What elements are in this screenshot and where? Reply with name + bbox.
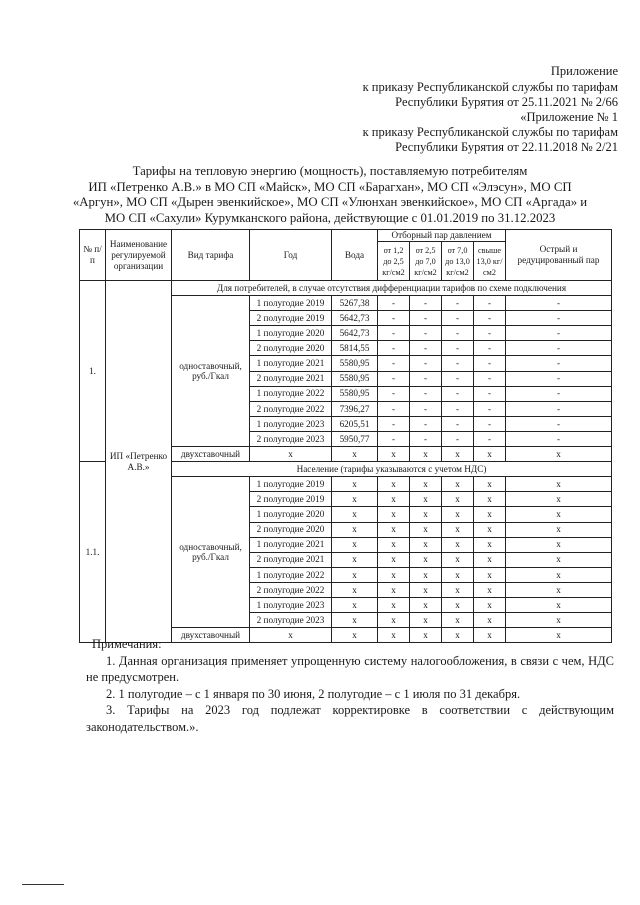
cell-p2: - <box>410 371 442 386</box>
cell-sharp: x <box>506 597 612 612</box>
cell-p4: x <box>474 522 506 537</box>
cell-p1: x <box>378 567 410 582</box>
cell-p1: - <box>378 311 410 326</box>
cell-p3: x <box>442 537 474 552</box>
header-line: к приказу Республиканской службы по тарифам <box>362 125 618 139</box>
cell-p3: - <box>442 341 474 356</box>
cell-p4: - <box>474 386 506 401</box>
col-header-p4: свыше 13,0 кг/см2 <box>474 242 506 281</box>
cell-water: 5950,77 <box>332 431 378 446</box>
cell-year: 1 полугодие 2023 <box>250 597 332 612</box>
cell-p4: - <box>474 401 506 416</box>
cell-year: x <box>250 628 332 643</box>
cell-p1: - <box>378 326 410 341</box>
cell-water: x <box>332 552 378 567</box>
cell-p3: x <box>442 492 474 507</box>
cell-p1: x <box>378 447 410 462</box>
cell-water: 5814,55 <box>332 341 378 356</box>
cell-sharp: x <box>506 507 612 522</box>
cell-p4: x <box>474 477 506 492</box>
section-caption: Для потребителей, в случае отсутствия дифференциации тарифов по схеме подключения <box>172 281 612 296</box>
cell-year: 1 полугодие 2023 <box>250 416 332 431</box>
col-header-num: № п/п <box>80 230 106 281</box>
title-line: Тарифы на тепловую энергию (мощность), поставляемую потребителям <box>132 164 528 178</box>
cell-p2: - <box>410 296 442 311</box>
section-number: 1.1. <box>80 462 106 643</box>
cell-p4: - <box>474 416 506 431</box>
cell-year: 2 полугодие 2020 <box>250 341 332 356</box>
col-header-org: Наименование регулируемой организации <box>106 230 172 281</box>
cell-water: x <box>332 582 378 597</box>
cell-water: x <box>332 522 378 537</box>
cell-p4: x <box>474 507 506 522</box>
col-header-p2: от 2,5 до 7,0 кг/см2 <box>410 242 442 281</box>
cell-sharp: x <box>506 537 612 552</box>
cell-year: 2 полугодие 2022 <box>250 401 332 416</box>
cell-p4: - <box>474 371 506 386</box>
cell-p2: x <box>410 597 442 612</box>
tariff-kind-double: двухставочный <box>172 628 250 643</box>
cell-p2: x <box>410 507 442 522</box>
cell-year: x <box>250 447 332 462</box>
title-line: «Аргун», МО СП «Дырен эвенкийское», МО СП «Улюнхан эвенкийское», МО СП «Аргада» и <box>72 195 588 209</box>
tariff-kind-single: одноставочный, руб./Гкал <box>172 477 250 628</box>
cell-sharp: - <box>506 401 612 416</box>
cell-p1: x <box>378 477 410 492</box>
cell-water: x <box>332 447 378 462</box>
cell-p3: x <box>442 597 474 612</box>
cell-sharp: - <box>506 326 612 341</box>
tariff-kind-double: двухставочный <box>172 447 250 462</box>
cell-p2: x <box>410 552 442 567</box>
cell-sharp: - <box>506 431 612 446</box>
cell-p2: x <box>410 492 442 507</box>
cell-p2: - <box>410 326 442 341</box>
cell-year: 1 полугодие 2021 <box>250 537 332 552</box>
cell-sharp: x <box>506 522 612 537</box>
cell-sharp: - <box>506 386 612 401</box>
cell-year: 1 полугодие 2020 <box>250 507 332 522</box>
cell-p1: - <box>378 401 410 416</box>
header-line: Приложение <box>550 64 618 78</box>
cell-p4: x <box>474 552 506 567</box>
cell-water: 5580,95 <box>332 371 378 386</box>
cell-p1: - <box>378 431 410 446</box>
cell-p4: - <box>474 356 506 371</box>
cell-p3: - <box>442 326 474 341</box>
header-line: «Приложение № 1 <box>520 110 618 124</box>
organization-name: ИП «Петренко А.В.» <box>106 281 172 643</box>
header-line: Республики Бурятия от 22.11.2018 № 2/21 <box>395 140 618 154</box>
cell-p2: - <box>410 401 442 416</box>
cell-p4: x <box>474 567 506 582</box>
cell-sharp: x <box>506 628 612 643</box>
tariff-table <box>79 229 612 643</box>
cell-p1: x <box>378 628 410 643</box>
cell-p2: - <box>410 416 442 431</box>
cell-sharp: x <box>506 567 612 582</box>
cell-p3: x <box>442 447 474 462</box>
document-title <box>70 164 590 226</box>
cell-p3: - <box>442 431 474 446</box>
cell-p4: x <box>474 628 506 643</box>
cell-water: 5267,38 <box>332 296 378 311</box>
note-item: 2. 1 полугодие – с 1 января по 30 июня, 2 полугодие – с 1 июля по 31 декабря. <box>106 686 521 701</box>
cell-year: 2 полугодие 2019 <box>250 311 332 326</box>
cell-p1: x <box>378 582 410 597</box>
cell-sharp: - <box>506 371 612 386</box>
cell-p1: x <box>378 522 410 537</box>
cell-p3: x <box>442 552 474 567</box>
cell-year: 2 полугодие 2021 <box>250 552 332 567</box>
cell-p2: x <box>410 447 442 462</box>
cell-p1: x <box>378 537 410 552</box>
cell-p3: - <box>442 386 474 401</box>
cell-p1: - <box>378 416 410 431</box>
cell-p4: - <box>474 326 506 341</box>
note-item: 3. Тарифы на 2023 год подлежат корректировке в соответствии с действующим законодательством.». <box>86 703 614 734</box>
cell-water: x <box>332 613 378 628</box>
col-header-p1: от 1,2 до 2,5 кг/см2 <box>378 242 410 281</box>
cell-year: 2 полугодие 2020 <box>250 522 332 537</box>
cell-p1: x <box>378 492 410 507</box>
col-header-kind: Вид тарифа <box>172 230 250 281</box>
cell-p2: - <box>410 341 442 356</box>
cell-p4: x <box>474 613 506 628</box>
header-line: к приказу Республиканской службы по тарифам <box>362 80 618 94</box>
cell-p1: - <box>378 356 410 371</box>
cell-p1: - <box>378 341 410 356</box>
cell-p4: - <box>474 431 506 446</box>
cell-year: 1 полугодие 2022 <box>250 386 332 401</box>
cell-p1: - <box>378 296 410 311</box>
cell-sharp: x <box>506 477 612 492</box>
col-header-year: Год <box>250 230 332 281</box>
cell-p3: - <box>442 296 474 311</box>
cell-sharp: - <box>506 296 612 311</box>
cell-year: 2 полугодие 2023 <box>250 613 332 628</box>
cell-p2: - <box>410 356 442 371</box>
cell-p2: x <box>410 477 442 492</box>
section-number: 1. <box>80 281 106 462</box>
cell-p3: x <box>442 628 474 643</box>
cell-water: 5642,73 <box>332 326 378 341</box>
cell-water: x <box>332 628 378 643</box>
cell-p1: x <box>378 552 410 567</box>
cell-p4: x <box>474 537 506 552</box>
cell-p3: x <box>442 613 474 628</box>
cell-p2: x <box>410 567 442 582</box>
cell-p3: x <box>442 567 474 582</box>
cell-year: 1 полугодие 2020 <box>250 326 332 341</box>
cell-year: 2 полугодие 2019 <box>250 492 332 507</box>
cell-p1: - <box>378 386 410 401</box>
cell-p2: x <box>410 628 442 643</box>
notes-heading: Примечания: <box>92 637 162 651</box>
section-caption: Население (тарифы указываются с учетом НДС) <box>172 462 612 477</box>
footer-divider <box>22 884 64 885</box>
header-block <box>363 64 618 155</box>
cell-sharp: - <box>506 356 612 371</box>
cell-p2: x <box>410 613 442 628</box>
cell-p4: x <box>474 447 506 462</box>
cell-p1: x <box>378 597 410 612</box>
cell-sharp: - <box>506 341 612 356</box>
cell-p2: x <box>410 522 442 537</box>
cell-p3: - <box>442 371 474 386</box>
cell-sharp: x <box>506 492 612 507</box>
cell-water: x <box>332 477 378 492</box>
cell-p4: x <box>474 492 506 507</box>
cell-water: x <box>332 597 378 612</box>
cell-p4: - <box>474 341 506 356</box>
cell-p4: - <box>474 296 506 311</box>
cell-year: 2 полугодие 2021 <box>250 371 332 386</box>
cell-p1: x <box>378 507 410 522</box>
cell-p3: - <box>442 311 474 326</box>
cell-p2: x <box>410 582 442 597</box>
cell-p1: - <box>378 371 410 386</box>
cell-sharp: - <box>506 416 612 431</box>
cell-p3: - <box>442 356 474 371</box>
cell-sharp: - <box>506 311 612 326</box>
col-header-sharp: Острый и редуцированный пар <box>506 230 612 281</box>
cell-year: 1 полугодие 2019 <box>250 477 332 492</box>
cell-year: 2 полугодие 2022 <box>250 582 332 597</box>
cell-p2: - <box>410 386 442 401</box>
cell-water: 5580,95 <box>332 386 378 401</box>
cell-water: x <box>332 507 378 522</box>
cell-water: x <box>332 567 378 582</box>
cell-year: 1 полугодие 2019 <box>250 296 332 311</box>
tariff-kind-single: одноставочный, руб./Гкал <box>172 296 250 447</box>
cell-p2: - <box>410 431 442 446</box>
cell-p3: x <box>442 507 474 522</box>
cell-p4: - <box>474 311 506 326</box>
cell-water: 6205,51 <box>332 416 378 431</box>
cell-p1: x <box>378 613 410 628</box>
cell-p4: x <box>474 597 506 612</box>
cell-water: 7396,27 <box>332 401 378 416</box>
col-header-steam: Отборный пар давлением <box>378 230 506 242</box>
cell-p3: - <box>442 416 474 431</box>
cell-year: 1 полугодие 2022 <box>250 567 332 582</box>
header-line: Республики Бурятия от 25.11.2021 № 2/66 <box>395 95 618 109</box>
cell-p3: x <box>442 522 474 537</box>
col-header-water: Вода <box>332 230 378 281</box>
cell-sharp: x <box>506 582 612 597</box>
title-line: ИП «Петренко А.В.» в МО СП «Майск», МО СП «Барагхан», МО СП «Элэсун», МО СП <box>88 179 572 194</box>
title-line: МО СП «Сахули» Курумканского района, действующие с 01.01.2019 по 31.12.2023 <box>104 210 556 225</box>
note-item: 1. Данная организация применяет упрощенную систему налогообложения, в связи с чем, НДС не предусмотрен. <box>86 653 614 684</box>
cell-year: 2 полугодие 2023 <box>250 431 332 446</box>
cell-p2: x <box>410 537 442 552</box>
cell-sharp: x <box>506 552 612 567</box>
cell-water: 5580,95 <box>332 356 378 371</box>
col-header-p3: от 7,0 до 13,0 кг/см2 <box>442 242 474 281</box>
cell-sharp: x <box>506 447 612 462</box>
cell-sharp: x <box>506 613 612 628</box>
cell-water: x <box>332 537 378 552</box>
cell-p4: x <box>474 582 506 597</box>
cell-water: x <box>332 492 378 507</box>
cell-p3: x <box>442 582 474 597</box>
cell-p2: - <box>410 311 442 326</box>
cell-water: 5642,73 <box>332 311 378 326</box>
notes-block <box>86 636 614 735</box>
cell-p3: - <box>442 401 474 416</box>
cell-p3: x <box>442 477 474 492</box>
cell-year: 1 полугодие 2021 <box>250 356 332 371</box>
